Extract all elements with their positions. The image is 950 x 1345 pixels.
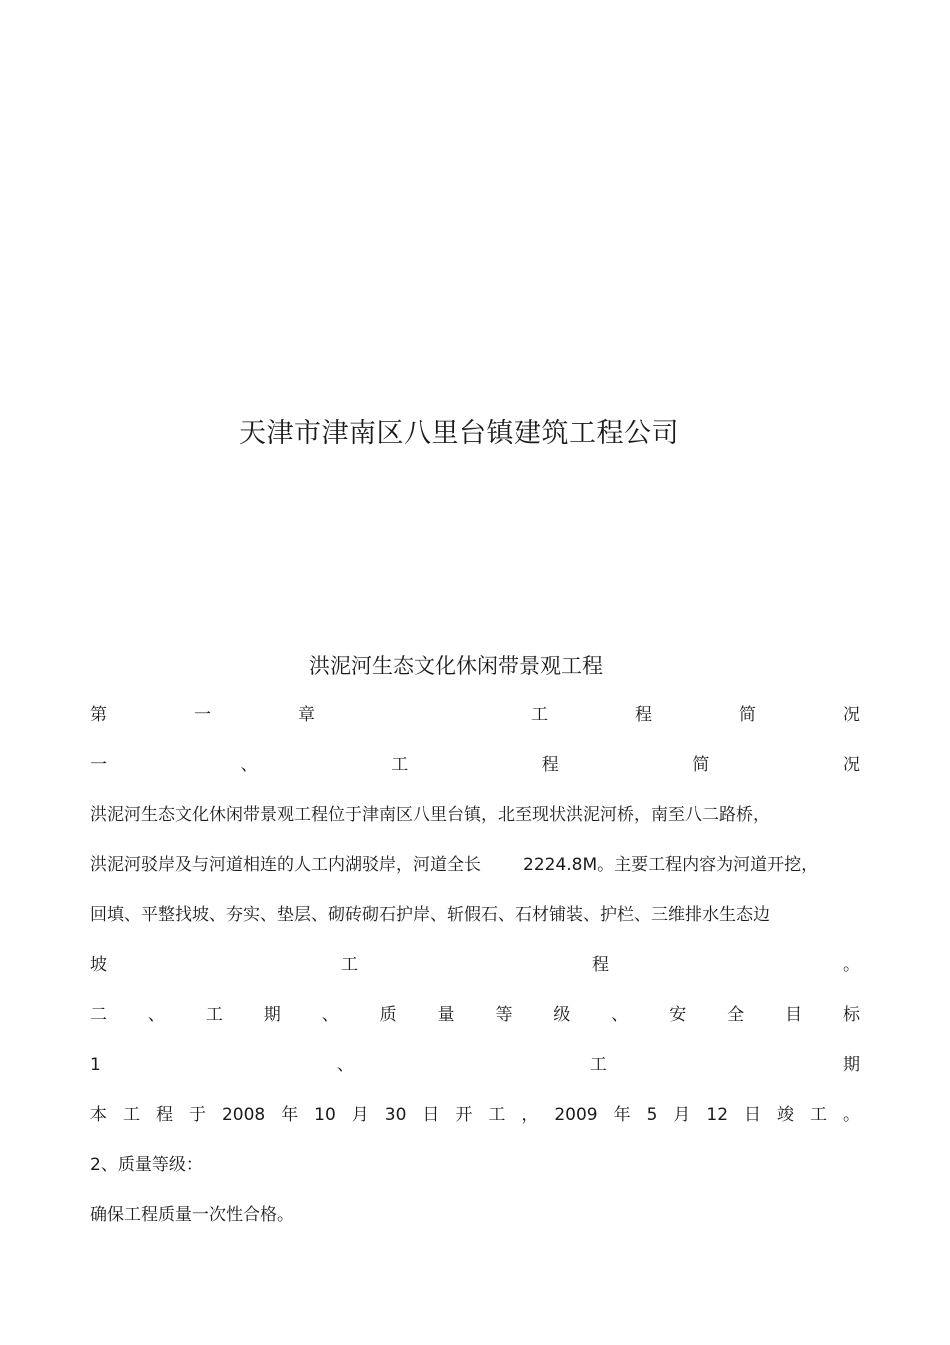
section-2-heading-char: 目 (785, 1005, 803, 1025)
section-2-heading-char: 级 (553, 1005, 571, 1025)
section-2-heading-char: 质 (379, 1005, 397, 1025)
chapter-heading-char: 章 (298, 705, 315, 725)
body-paragraph-line-1: 洪泥河生态文化休闲带景观工程位于津南区八里台镇，北至现状洪泥河桥，南至八二路桥， (90, 805, 770, 825)
schedule-token: ， (521, 1105, 539, 1125)
section-2-heading-char: 二 (90, 1005, 107, 1025)
schedule-token: 5 (646, 1105, 658, 1125)
body-paragraph-line-4-char: 程 (592, 955, 609, 975)
chapter-heading-char: 简 (739, 705, 756, 725)
section-2-heading-char: 期 (263, 1005, 281, 1025)
project-title: 洪泥河生态文化休闲带景观工程 (309, 654, 603, 678)
schedule-token: 2008 (221, 1105, 266, 1125)
schedule-token: 程 (155, 1105, 173, 1125)
subsection-1-heading-char: 工 (589, 1055, 607, 1075)
schedule-token: 。 (842, 1105, 860, 1125)
section-1-heading-char: 、 (240, 755, 258, 775)
subsection-1-heading-char: 期 (842, 1055, 860, 1075)
schedule-token: 10 (314, 1105, 336, 1125)
chapter-heading-char: 一 (194, 705, 211, 725)
schedule-token: 年 (281, 1105, 299, 1125)
section-2-heading-char: 工 (205, 1005, 223, 1025)
chapter-heading-char: 第 (90, 705, 107, 725)
chapter-heading-char: 程 (635, 705, 652, 725)
section-2-heading-char: 标 (842, 1005, 860, 1025)
chapter-heading (90, 702, 860, 728)
schedule-token: 于 (188, 1105, 206, 1125)
body-paragraph-line-4-char: 坡 (90, 955, 107, 975)
section-2-heading-char: 、 (611, 1005, 629, 1025)
body-paragraph-line-2b: 2224.8M。主要工程内容为河道开挖， (523, 855, 819, 875)
section-1-heading-char: 工 (391, 755, 409, 775)
schedule-token: 工 (488, 1105, 506, 1125)
schedule-token: 月 (351, 1105, 369, 1125)
body-paragraph-line-2 (90, 852, 860, 878)
chapter-heading-char: 况 (843, 705, 860, 725)
schedule-token: 开 (455, 1105, 473, 1125)
company-title: 天津市津南区八里台镇建筑工程公司 (239, 418, 679, 449)
schedule-token: 月 (673, 1105, 691, 1125)
schedule-token: 年 (613, 1105, 631, 1125)
section-1-heading-char: 一 (90, 755, 107, 775)
schedule-token: 本 (90, 1105, 107, 1125)
schedule-line (90, 1102, 860, 1128)
section-2-heading (90, 1002, 860, 1028)
chapter-heading-char: 工 (531, 705, 548, 725)
section-2-heading-char: 全 (727, 1005, 745, 1025)
body-paragraph-line-4-char: 。 (843, 955, 860, 975)
body-paragraph-line-4 (90, 952, 860, 978)
subsection-1-heading (90, 1052, 860, 1078)
quality-statement: 确保工程质量一次性合格。 (90, 1205, 294, 1225)
section-1-heading (90, 752, 860, 778)
section-2-heading-char: 、 (147, 1005, 165, 1025)
section-2-heading-char: 等 (495, 1005, 513, 1025)
body-paragraph-line-2a: 洪泥河驳岸及与河道相连的人工内湖驳岸，河道全长 (90, 855, 481, 875)
section-1-heading-char: 况 (842, 755, 860, 775)
body-paragraph-line-3: 回填、平整找坡、夯实、垫层、砌砖砌石护岸、斩假石、石材铺装、护栏、三维排水生态边 (90, 905, 770, 925)
schedule-token: 2009 (554, 1105, 598, 1125)
section-2-heading-char: 、 (321, 1005, 339, 1025)
body-paragraph-line-4-char: 工 (341, 955, 358, 975)
schedule-token: 12 (706, 1105, 729, 1125)
schedule-token: 日 (422, 1105, 440, 1125)
section-2-heading-char: 安 (669, 1005, 687, 1025)
subsection-2-heading: 2、质量等级： (90, 1155, 203, 1175)
schedule-token: 工 (122, 1105, 140, 1125)
schedule-token: 工 (809, 1105, 827, 1125)
schedule-token: 30 (384, 1105, 407, 1125)
section-1-heading-char: 简 (692, 755, 710, 775)
subsection-1-heading-char: 1 (90, 1055, 101, 1075)
section-2-heading-char: 量 (437, 1005, 455, 1025)
schedule-token: 竣 (776, 1105, 794, 1125)
schedule-token: 日 (744, 1105, 761, 1125)
subsection-1-heading-char: 、 (336, 1055, 354, 1075)
section-1-heading-char: 程 (541, 755, 559, 775)
